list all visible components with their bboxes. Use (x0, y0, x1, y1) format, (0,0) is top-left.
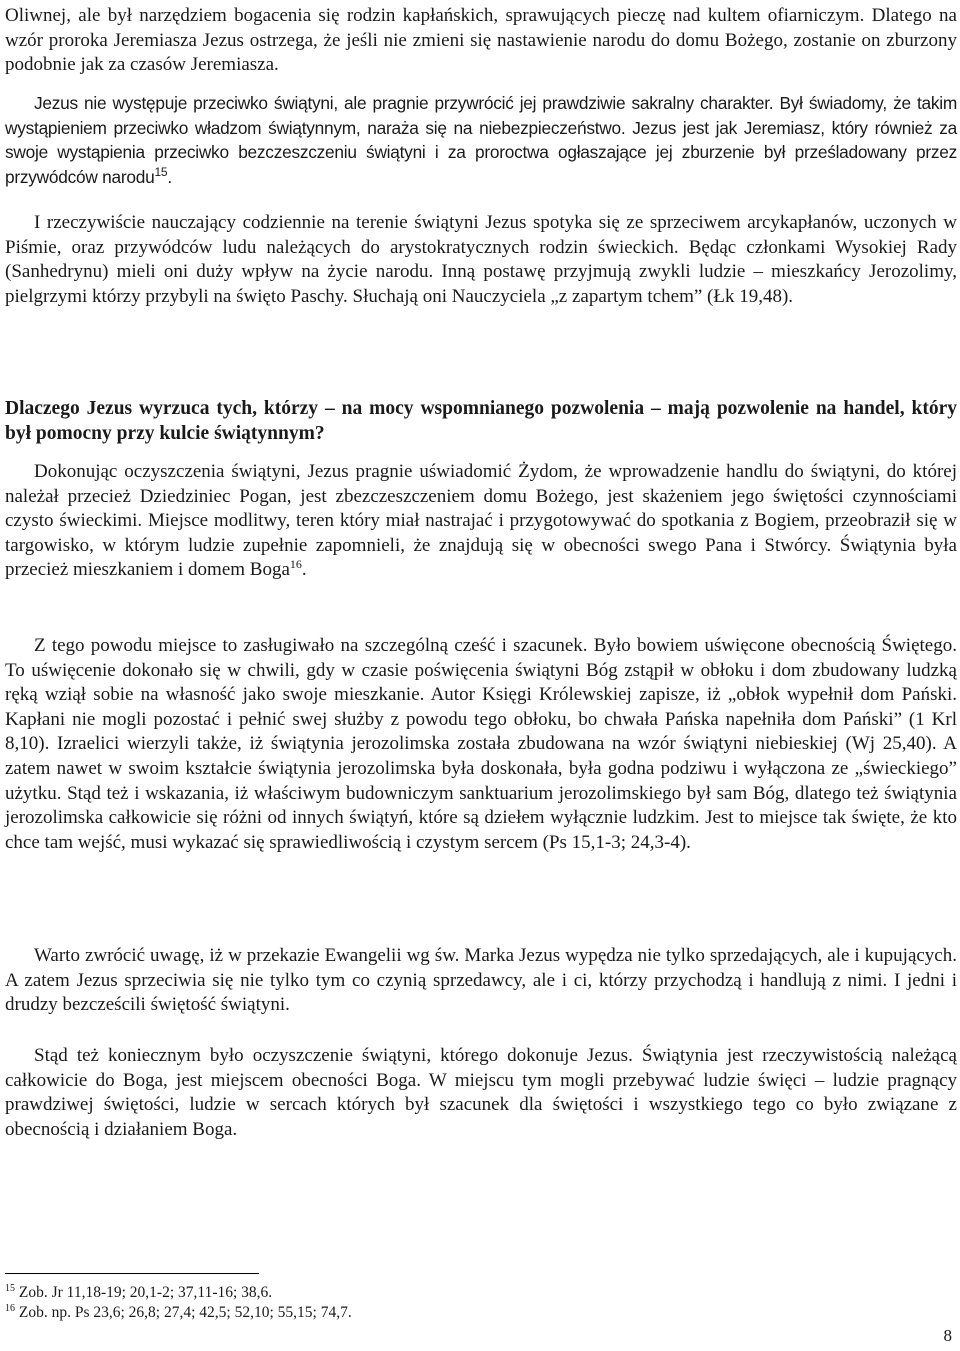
paragraph-text: Dokonując oczyszczenia świątyni, Jezus pragnie uświadomić Żydom, że wprowadzenie handlu do świątyni, do której należał przecież Dziedziniec Pogan, jest zbezczeszczeniem domu Bożego, jest skażeniem jego świętości czynnościami czysto świeckimi. Miejsce modlitwy, teren który miał nastrajać i przygotowywać do spotkania z Bogiem, przeobraził się w targowisko, w którym ludzie zupełnie zapomnieli, że znajdują się w obecności swego Pana i Stwórcy. Świątynia była przecież mieszkaniem i domem Boga (5, 461, 957, 581)
paragraph-sacred-place: Z tego powodu miejsce to zasługiwało na szczególną cześć i szacunek. Było bowiem uświęcone obecnością Świętego. To uświęcenie dokonało się w chwili, gdy w czasie poświęcenia świątyni Bóg zstąpił w obłoku i dom zbudowany ludzką ręką wziął sobie na własność jako swoje mieszkanie. Autor Księgi Królewskiej zapisze, iż „obłok wypełnił dom Pański. Kapłani nie mogli pozostać i pełnić swej służby z powodu tego obłoku, bo chwała Pańska napełniła dom Pański” (1 Krl 8,10). Izraelici wierzyli także, iż świątynia jerozolimska została zbudowana na wzór świątyni niebieskiej (Wj 25,40). A zatem nawet w swoim kształcie świątynia jerozolimska była doskonała, była godna podziwu i wyłączona ze „świeckiego” użytku. Stąd też i wskazania, iż właściwym budowniczym sanktuarium jerozolimskiego był sam Bóg, dlatego też świątynia jerozolimska całkowicie się różni od innych świątyń, które są dziełem wyłącznie ludzkim. Jest to miejsce tak święte, że kto chce tam wejść, musi wykazać się sprawiedliwością i czystym sercem (Ps 15,1-3; 24,3-4). (5, 635, 957, 853)
paragraph-continuation: Oliwnej, ale był narzędziem bogacenia się rodzin kapłańskich, sprawujących pieczę nad kultem ofiarniczym. Dlatego na wzór proroka Jeremiasza Jezus ostrzega, że jeśli nie zmieni się nastawienie narodu do domu Bożego, zostanie on zburzony podobnie jak za czasów Jeremiasza. (5, 5, 957, 76)
paragraph-buyers-sellers: Warto zwrócić uwagę, iż w przekazie Ewangelii wg św. Marka Jezus wypędza nie tylko sprzedających, ale i kupujących. A zatem Jezus sprzeciwia się nie tylko tym co czynią sprzedawcy, ale i ci, którzy przychodzą i handlują z nimi. I jedni i drudzy bezcześcili świętość świątyni. (5, 945, 957, 1016)
paragraph-text: Jezus nie występuje przeciwko świątyni, ale pragnie przywrócić jej prawdziwie sakralny charakter. Był świadomy, że takim wystąpieniem przeciwko władzom świątynnym, naraża się na niebezpieczeństwo. Jezus jest jak Jeremiasz, który również za swoje wystąpienia przeciwko bezczeszczeniu świątyni i za proroctwa ogłaszające jej zburzenie był prześladowany przez przywódców narodu (5, 93, 957, 187)
paragraph-cleansing (5, 460, 957, 583)
footnote-text: Zob. np. Ps 23,6; 26,8; 27,4; 42,5; 52,10; 55,15; 74,7. (18, 1304, 352, 1321)
paragraph-temple-sacral (5, 91, 957, 189)
page-number: 8 (943, 1326, 952, 1345)
footnote-15 (5, 1283, 805, 1303)
paragraph-end: . (301, 559, 307, 581)
footnote-separator (5, 1273, 259, 1274)
footnote-ref-15: 15 (154, 164, 168, 179)
footnote-16 (5, 1303, 805, 1323)
footnote-ref-16: 16 (289, 557, 302, 572)
paragraph-end: . (167, 166, 172, 187)
paragraph-conclusion: Stąd też koniecznym było oczyszczenie świątyni, którego dokonuje Jezus. Świątynia jest rzeczywistością należącą całkowicie do Boga, jest miejscem obecności Boga. W miejscu tym mogli przebywać ludzie święci – ludzie pragnący prawdziwej świętości, ludzie w sercach których był szacunek dla świętości i wszystkiego tego co było związane z obecnością i działaniem Boga. (5, 1045, 957, 1140)
footnotes (5, 1283, 805, 1323)
paragraph-opposition: I rzeczywiście nauczający codziennie na terenie świątyni Jezus spotyka się ze sprzeciwem arcykapłanów, uczonych w Piśmie, oraz przywódców ludu należących do arystokratycznych rodzin świeckich. Będąc członkami Wysokiej Rady (Sanhedrynu) mieli oni duży wpływ na życie narodu. Inną postawę przyjmują zwykli ludzie – mieszkańcy Jerozolimy, pielgrzymi którzy przybyli na święto Paschy. Słuchają oni Nauczyciela „z zapartym tchem” (Łk 19,48). (5, 212, 957, 307)
footnote-number: 16 (5, 1303, 15, 1314)
section-question-heading: Dlaczego Jezus wyrzuca tych, którzy – na mocy wspomnianego pozwolenia – mają pozwolenie na handel, który był pomocny przy kulcie świątynnym? (5, 398, 957, 444)
footnote-number: 15 (5, 1283, 15, 1294)
footnote-text: Zob. Jr 11,18-19; 20,1-2; 37,11-16; 38,6. (18, 1284, 273, 1301)
